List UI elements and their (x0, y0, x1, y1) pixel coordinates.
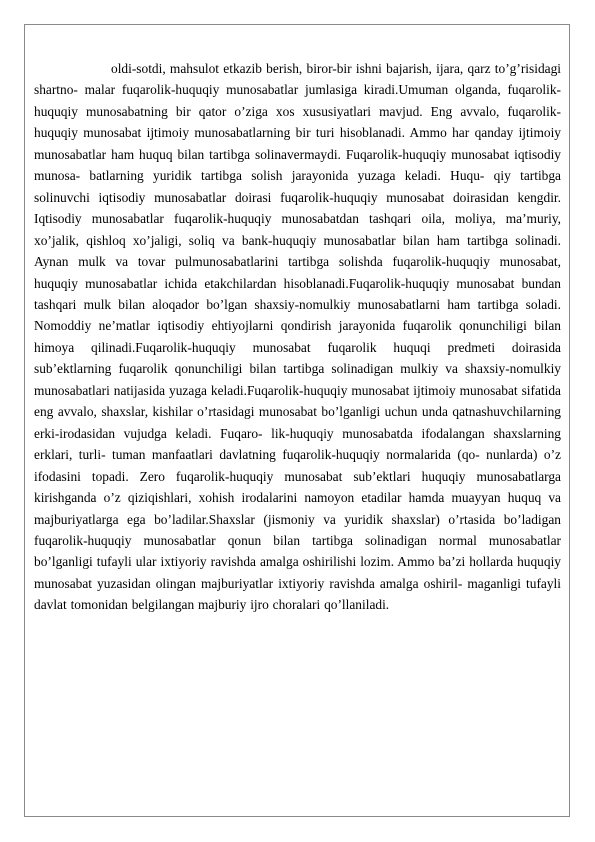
body-paragraph: oldi-sotdi, mahsulot etkazib berish, biror-bir ishni bajarish, ijara, qarz to’g’risidagi shartno- malar fuqarolik-huquqiy munosabatlar jumlasiga kiradi.Umuman olganda, fuqarolik-huquqiy munosabatning bir qator o’ziga xos xususiyatlari mavjud. Eng avvalo, fuqarolik-huquqiy munosabat ijtimoiy munosabatlarning bir turi hisoblanadi. Ammo har qanday ijtimoiy munosabatlar ham huquq bilan tartibga solinavermaydi. Fuqarolik-huquqiy munosabat iqtisodiy munosa- batlarning yuridik tartibga solish jarayonida yuzaga keladi. Huqu- qiy tartibga solinuvchi iqtisodiy munosabatlar doirasi fuqarolik-huquqiy munosabat doirasidan kengdir. Iqtisodiy munosabatlar fuqarolik-huquqiy munosabatdan tashqari oila, moliya, ma’muriy, xo’jalik, qishloq xo’jaligi, soliq va bank-huquqiy munosabatlar bilan ham tartibga solinadi. Aynan mulk va tovar pulmunosabatlarini tartibga solishda fuqarolik-huquqiy munosabat, huquqiy munosabatlar ichida etakchilardan hisoblanadi.Fuqarolik-huquqiy munosabat bundan tashqari mulk bilan aloqador bo’lgan shaxsiy-nomulkiy munosabatlarni ham tartibga soladi. Nomoddiy ne’matlar iqtisodiy ehtiyojlarni qondirish jarayonida fuqarolik qonunchiligi bilan himoya qilinadi.Fuqarolik-huquqiy munosabat fuqarolik huquqi predmeti doirasida sub’ektlarning fuqarolik qonunchiligi bilan tartibga solinadigan mulkiy va shaxsiy-nomulkiy munosabatlari natijasida yuzaga keladi.Fuqarolik-huquqiy munosabat ijtimoiy munosabat sifatida eng avvalo, shaxslar, kishilar o’rtasidagi munosabat bo’lganligi uchun unda qatnashuvchilarning erki-irodasidan vujudga keladi. Fuqaro- lik-huquqiy munosabatda ifodalangan shaxslarning erklari, turli- tuman manfaatlari davlatning fuqarolik-huquqiy normalarida (qo- nunlarda) o’z ifodasini topadi. Zero fuqarolik-huquqiy munosabat sub’ektlari huquqiy munosabatlarga kirishganda o’z qiziqishlari, xohish irodalarini namoyon etadilar hamda muayyan huquq va majburiyatlarga ega bo’ladilar.Shaxslar (jismoniy va yuridik shaxslar) o’rtasida bo’ladigan fuqarolik-huquqiy munosabatlar qonun bilan tartibga solinadigan normal munosabatlar bo’lganligi tufayli ular ixtiyoriy ravishda amalga oshirilishi lozim. Ammo ba’zi hollarda huquqiy munosabat yuzasidan olingan majburiyatlar ixtiyoriy ravishda amalga oshiril- maganligi tufayli davlat tomonidan belgilangan majburiy ijro choralari qo’llaniladi. (34, 61, 561, 613)
